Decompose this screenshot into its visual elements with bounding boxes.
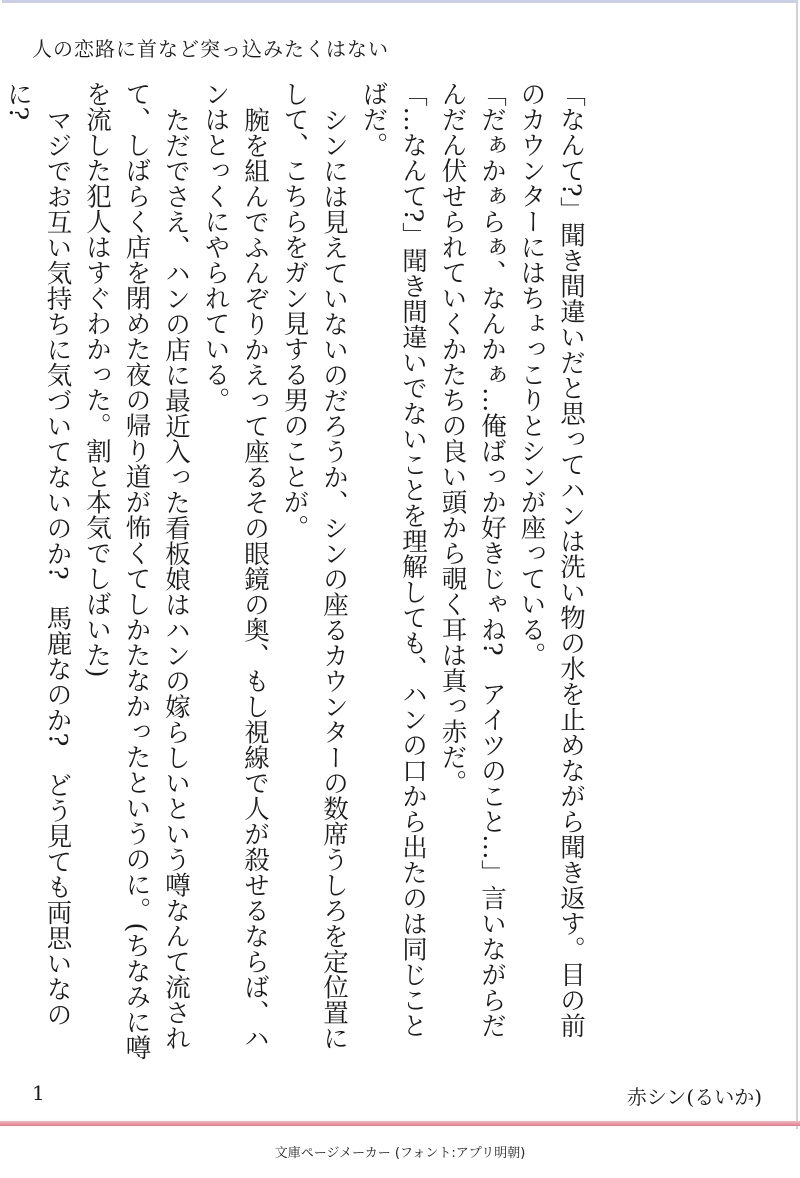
paragraph: ただでさえ、ハンの店に最近入った看板娘はハンの嫁らしいという噂なんて流されて、しばらく店を閉めた夜の帰り道が怖くてしかたなかったというのに。(ちなみに噂を流した犯人はすぐわかった。割と本気でしばいた) (82, 81, 191, 1060)
paragraph: マジでお互い気持ちに気づいてないのか? 馬鹿なのか? どう見ても両思いなのに? (3, 81, 73, 1027)
author-credit: 赤シン(るいか) (626, 1085, 762, 1109)
vertical-body-text (3, 81, 590, 1061)
generator-caption: 文庫ページメーカー (フォント:アプリ明朝) (274, 1146, 526, 1161)
paragraph: 「だぁかぁらぁ、なんかぁ…俺ばっか好きじゃね? アイツのこと…」言いながらだんだん伏せられていくかたちの良い頭から覗く耳は真っ赤だ。 (437, 81, 507, 1039)
page-number: 1 (32, 1081, 45, 1105)
book-page (2, 0, 798, 1126)
paragraph: 「なんて?」聞き間違いだと思ってハンは洗い物の水を止めながら聞き返す。目の前のカウンターにはちょっこりとシンが座っている。 (516, 81, 586, 1039)
page-title: 人の恋路に首など突っ込みたくはない (32, 37, 389, 61)
page-edge (796, 3, 798, 1129)
paragraph: 腕を組んでふんぞりかえって座るその眼鏡の奥、もし視線で人が殺せるならば、ハンはとっくにやられている。 (200, 81, 270, 1050)
paragraph: 「…なんて?」聞き間違いでないことを理解しても、ハンの口から出たのは同じことばだ。 (358, 81, 428, 1039)
paragraph: シンには見えていないのだろうか、シンの座るカウンターの数席うしろを定位置にして、こちらをガン見する男のことが。 (279, 81, 349, 1050)
page-bottom-border (0, 1121, 800, 1126)
